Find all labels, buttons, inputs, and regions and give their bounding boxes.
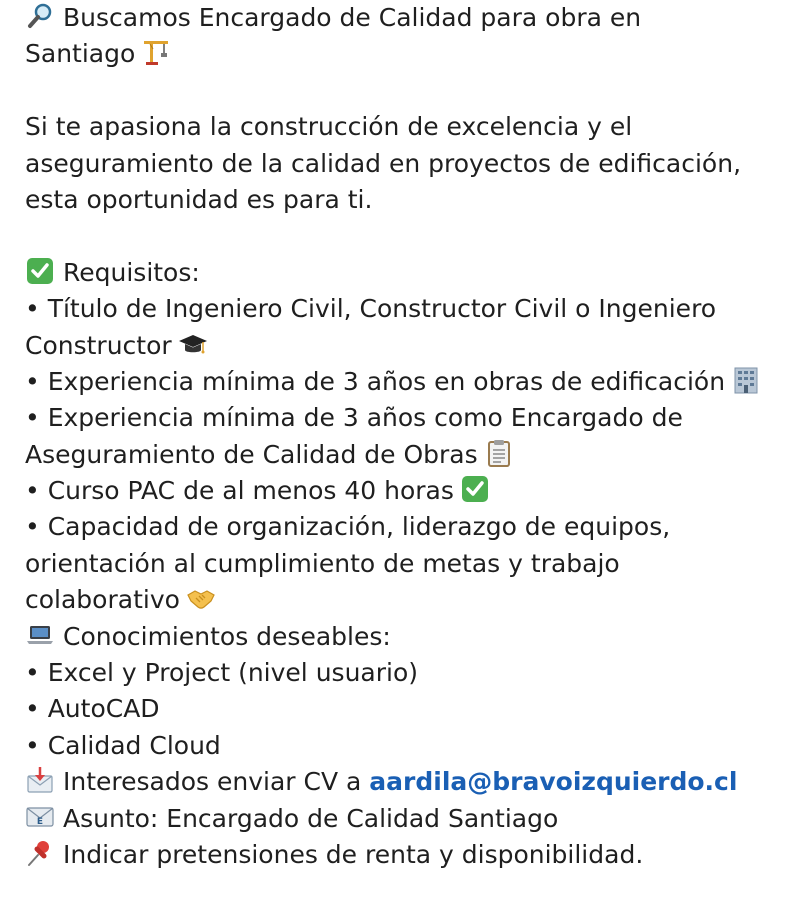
handshake-icon [186,583,216,613]
svg-text:E: E [36,816,44,827]
check-mark-icon [25,256,55,286]
cv-email-link[interactable]: aardila@bravoizquierdo.cl [369,767,738,797]
check-mark-icon [460,474,490,504]
title-line-1 [25,0,795,36]
desirable-item-autocad: • AutoCAD [25,694,160,724]
email-icon [25,802,55,832]
intro-line-3: esta oportunidad es para ti. [25,184,373,214]
post-title: Buscamos Encargado de Calidad para obra en [63,3,642,32]
requirement-experience-role-line-1: • Experiencia mínima de 3 años como Encargado de [25,403,683,433]
laptop-icon [25,620,55,650]
subject-line: E Asunto: Encargado de Calidad Santiago [25,801,795,837]
title-line-2: Santiago [25,36,795,72]
requirement-degree-line-1: • Título de Ingeniero Civil, Constructor Civil o Ingeniero [25,294,717,324]
desirable-item-calidad-cloud: • Calidad Cloud [25,730,221,760]
job-post [25,0,795,873]
intro-line-1: Si te apasiona la construcción de excelencia y el [25,112,633,142]
magnifying-glass-icon [25,1,55,31]
intro-line-2: aseguramiento de la calidad en proyectos de edificación, [25,148,742,178]
requirements-heading: Requisitos: [25,255,795,291]
requirement-skills-line-1: • Capacidad de organización, liderazgo de equipos, [25,512,671,542]
requirement-skills-line-3: colaborativo [25,582,795,618]
desirable-heading: Conocimientos deseables: [25,619,795,655]
construction-crane-icon [141,37,171,67]
cv-line: Interesados enviar CV a aardila@bravoizquierdo.cl [25,764,795,800]
clipboard-icon [484,438,514,468]
requirement-experience-role-line-2: Aseguramiento de Calidad de Obras [25,437,795,473]
office-building-icon [731,365,761,395]
requirement-degree-line-2: Constructor [25,328,795,364]
pushpin-icon [25,838,55,868]
desirable-item-excel-project: • Excel y Project (nivel usuario) [25,658,419,688]
requirement-course: • Curso PAC de al menos 40 horas [25,473,795,509]
envelope-with-arrow-icon [25,765,55,795]
requirement-experience-works: • Experiencia mínima de 3 años en obras de edificación [25,364,795,400]
graduation-cap-icon [178,329,208,359]
requirement-skills-line-2: orientación al cumplimiento de metas y trabajo [25,548,620,578]
salary-line: Indicar pretensiones de renta y disponibilidad. [25,837,795,873]
